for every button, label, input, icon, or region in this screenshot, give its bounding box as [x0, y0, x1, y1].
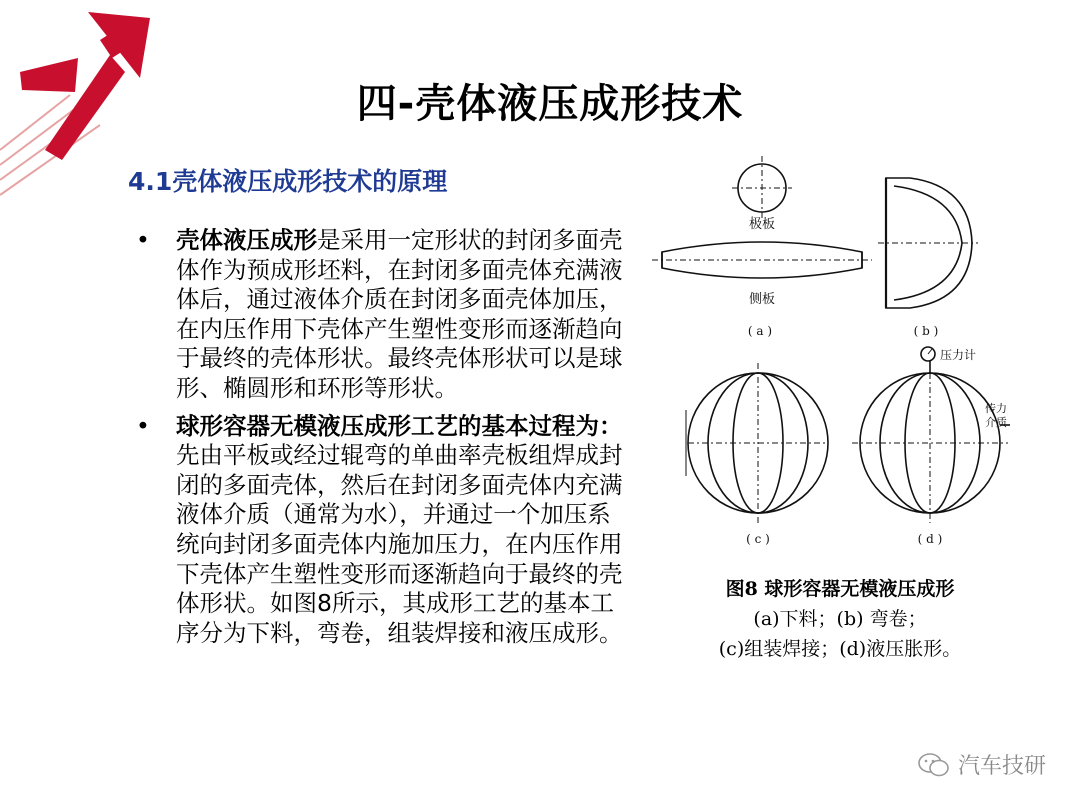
section-subtitle: 4.1壳体液压成形技术的原理 — [128, 167, 448, 196]
assembled-sphere-drawing — [686, 363, 828, 523]
label-c: ( c ) — [746, 532, 770, 546]
bullet-list — [136, 226, 630, 656]
bullet-item — [136, 411, 630, 649]
polar-plate-label: 极板 — [748, 217, 776, 232]
bullet-text — [176, 226, 630, 404]
figure-caption — [650, 574, 1030, 664]
bullet-item — [136, 226, 630, 404]
bullet-text — [176, 412, 630, 649]
sphere-forming-figure — [650, 150, 1010, 560]
caption-line-2: (a)下料；(b) 弯卷； — [753, 608, 927, 630]
label-d: ( d ) — [917, 532, 943, 546]
bulged-sphere-drawing — [852, 347, 1010, 523]
bullet-body: 先由平板或经过辊弯的单曲率壳板组焊成封闭的多面壳体，然后在封闭多面壳体内充满液体介质（通常为水），并通过一个加压系统向封闭多面壳体内施加压力，在内压作用下壳体产生塑性变形而逐渐趋向于最终的壳体形状。如图8所示，其成形工艺的基本工序分为下料，弯卷，组装焊接和液压成形。 — [176, 441, 623, 647]
bullet-marker: • — [136, 411, 150, 440]
watermark — [918, 749, 1046, 780]
bullet-marker: • — [136, 226, 150, 254]
caption-line-1: 图8 球形容器无模液压成形 — [725, 578, 955, 600]
watermark-brand: 汽车技研 — [957, 754, 1046, 779]
pressure-gauge-label: 压力计 — [940, 348, 977, 362]
side-plate-label: 侧板 — [748, 292, 776, 307]
polar-plate-drawing — [732, 156, 792, 220]
bullet-bold-term: 球形容器无模液压成形工艺的基本过程为： — [176, 411, 623, 440]
page-title: 四-壳体液压成形技术 — [356, 81, 744, 127]
bent-plate-drawing — [878, 178, 978, 308]
bullet-body: 是采用一定形状的封闭多面壳体作为预成形坯料，在封闭多面壳体充满液体后，通过液体介质在封闭多面壳体加压，在内压作用下壳体产生塑性变形而逐渐趋向于最终的壳体形状。最终壳体形状可以是球形、椭圆形和环形等形状。 — [176, 226, 623, 402]
side-plate-drawing — [652, 242, 872, 278]
label-b: ( b ) — [913, 324, 939, 338]
medium-label-1: 传力 — [985, 402, 1007, 415]
wechat-icon — [918, 752, 950, 778]
caption-line-3: (c)组装焊接；(d)液压胀形。 — [718, 638, 962, 660]
bullet-bold-term: 壳体液压成形 — [176, 226, 317, 254]
medium-label-2: 介质 — [985, 416, 1007, 429]
label-a: ( a ) — [747, 324, 773, 338]
